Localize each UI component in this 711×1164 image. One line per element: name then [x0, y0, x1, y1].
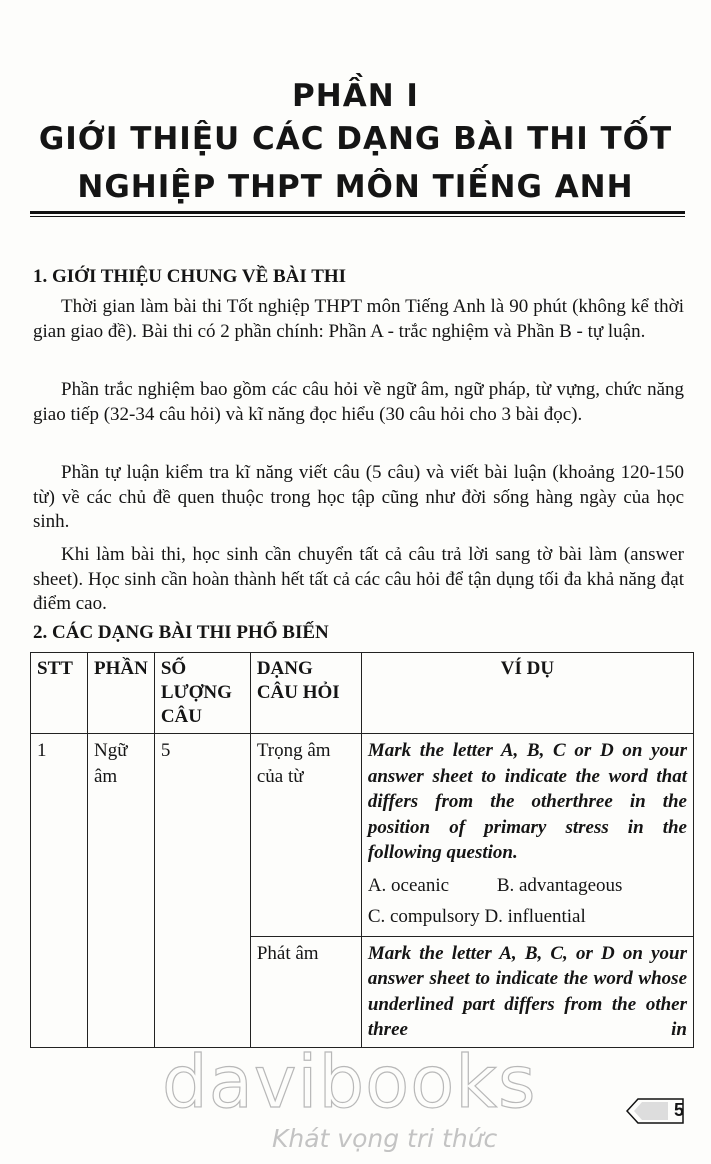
- example-question: Mark the letter A, B, C, or D on your answer sheet to indicate the word whose underlined part differs from the other three in: [367, 942, 687, 1040]
- cell-stt: 1: [31, 734, 88, 1048]
- cell-dang-phat-am: Phát âm: [250, 936, 361, 1047]
- section2-heading: 2. CÁC DẠNG BÀI THI PHỔ BIẾN: [33, 622, 329, 643]
- cell-dang-trong-am: Trọng âm của từ: [250, 734, 361, 937]
- cell-so-luong: 5: [154, 734, 250, 1048]
- col-header-vi-du: VÍ DỤ: [361, 653, 693, 734]
- col-header-phan: PHẦN: [88, 653, 155, 734]
- paragraph: Phần tự luận kiểm tra kĩ năng viết câu (5 câu) và viết bài luận (khoảng 120-150 từ) về các chủ đề quen thuộc trong học tập cũng như đời sống hàng ngày của học sinh.: [33, 462, 684, 532]
- option-c-d: C. compulsory D. influential: [367, 905, 586, 927]
- col-header-stt: STT: [31, 653, 88, 734]
- section1-heading: 1. GIỚI THIỆU CHUNG VỀ BÀI THI: [33, 266, 347, 287]
- table-row: [31, 734, 694, 937]
- chapter-title-line2: NGHIỆP THPT MÔN TIẾNG ANH: [77, 169, 634, 205]
- cell-example-pronunciation: [361, 936, 693, 1047]
- title-divider-thin: [30, 216, 685, 217]
- exam-types-table: [30, 652, 694, 1048]
- col-header-so-luong: SỐ LƯỢNG CÂU: [154, 653, 250, 734]
- option-b: B. advantageous: [496, 874, 623, 896]
- watermark-slogan: Khát vọng tri thức: [272, 1124, 498, 1153]
- option-a: A. oceanic: [367, 874, 450, 896]
- chapter-title-line1: GIỚI THIỆU CÁC DẠNG BÀI THI TỐT: [38, 121, 673, 157]
- cell-example-stress: [361, 734, 693, 937]
- paragraph: Phần trắc nghiệm bao gồm các câu hỏi về ngữ âm, ngữ pháp, từ vựng, chức năng giao tiếp (32-34 câu hỏi) và kĩ năng đọc hiểu (30 câu hỏi cho 3 bài đọc).: [33, 379, 684, 425]
- cell-phan: Ngữ âm: [88, 734, 155, 1048]
- example-question: Mark the letter A, B, C or D on your answer sheet to indicate the word that differs from the otherthree in the position of primary stress in the following question.: [367, 740, 687, 863]
- page-number: 5: [674, 1100, 685, 1120]
- part-label: PHẦN I: [292, 78, 419, 114]
- page-number-tab: [626, 1098, 684, 1124]
- watermark-brand: davibooks: [162, 1040, 537, 1124]
- title-divider-thick: [30, 211, 685, 214]
- col-header-dang: DẠNG CÂU HỎI: [250, 653, 361, 734]
- example-options: [368, 870, 687, 932]
- paragraph: Khi làm bài thi, học sinh cần chuyển tất cả câu trả lời sang tờ bài làm (answer sheet). Học sinh cần hoàn thành hết tất cả các câu hỏi để tận dụng tối đa khả năng đạt điểm cao.: [33, 544, 684, 614]
- table-header-row: [31, 653, 694, 734]
- paragraph: Thời gian làm bài thi Tốt nghiệp THPT môn Tiếng Anh là 90 phút (không kể thời gian giao đề). Bài thi có 2 phần chính: Phần A - trắc nghiệm và Phần B - tự luận.: [33, 296, 684, 342]
